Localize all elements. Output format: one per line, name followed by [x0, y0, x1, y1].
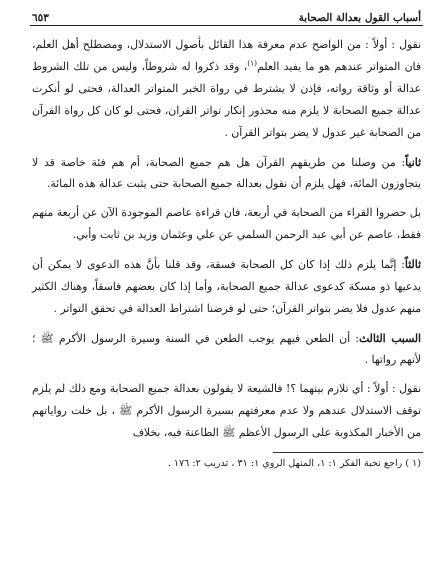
running-header [30, 6, 423, 24]
section-heading-reason-three: السبب الثالث [358, 332, 421, 345]
paragraph-1-text-after: ، وقد ذكروا له شروطاً، وليس من تلك الشروط عدالة أو وثاقة رواته، فإذن لا يشترط في رواة الخبر المتواتر العدالة، فحتى لو أنكرت عدالة جميع الصحابة لا يلزم منه محذور إنكار تواتر القران، فحتى لو كان كل رواة القرآن من الصحابة غير عدول لا يضر بتواتر القرآن . [32, 60, 421, 139]
paragraph-4-text: : إنَّما يلزم ذلك إذا كان كل الصحابة فسقة، وقد قلنا بأنَّ هذه الدعوى لا يمكن أن يدعيها ذو مسكة كدعوى عدالة جميع الصحابة، وأما إذا كان بعضهم فاسقاً، وهناك الكثير منهم عدول فلا يضر بتواتر القرآن؛ حتى لو فرضنا اشتراط العدالة في تحقق التواتر . [32, 258, 421, 315]
paragraph-4-lead: ثالثاً [404, 258, 421, 271]
paragraph-6 [30, 378, 423, 444]
paragraph-5-text: : أن الطعن فيهم يوجب الطعن في السنة وسيرة الرسول الأكرم ﷺ ؛ لأنهم رواتها . [32, 332, 421, 366]
footnote: (١ ) راجع نخبة الفكر ١: ١، المنهل الروي ١: ٣١ ، تدريب ٢: ١٧٦ . [167, 458, 421, 469]
page-number: ٦٥٣ [32, 12, 49, 24]
paragraph-2-lead: ثانياً [405, 156, 421, 169]
paragraph-5 [30, 328, 423, 370]
paragraph-1 [30, 34, 423, 144]
paragraph-3 [30, 202, 423, 246]
footnote-rule [273, 452, 423, 453]
paragraph-6-text: نقول : أولاً : أي تلازم بينهما ؟! فالشيعة لا يقولون بعدالة جميع الصحابة ومع ذلك لم يلزم توقف الاستدلال عندهم ولا عدم معرفتهم بسيرة الرسول الأكرم ﷺ ، بل خلت رواياتهم من الأخبار المكذوبة على الرسول الأعظم ﷺ الطاعنة فيه، بخلاف [32, 382, 421, 439]
book-page [30, 6, 423, 577]
paragraph-2 [30, 152, 423, 194]
paragraph-3-text: بل حصروا القراء من الصحابة في أربعة، فان قراءة عاصم الموجودة الآن عن أربعة منهم فقط، عاصم عن أبي عبد الرحمن السلمي عن علي وعثمان وزيد بن ثابت وأبي. [32, 206, 421, 241]
header-title: أسباب القول بعدالة الصحابة [298, 12, 421, 24]
footnote-reference[interactable]: (١) [247, 58, 258, 68]
paragraph-1-text-before: نقول : أولاً : من الواضح عدم معرفة هذا القائل بأصول الاستدلال، ومصطلح أهل العلم، فان المتواتر عندهم هو ما يفيد العلم [32, 38, 421, 73]
header-rule [30, 25, 423, 26]
paragraph-2-text: : من وصلنا من طريقهم القرآن هل هم جميع الصحابة، أم هم فئة خاصة قد لا يتجاوزون المائة، فهل يلزم أن نقول بعدالة جميع الصحابة حتى يثبت عدالة هذه المائة. [32, 156, 421, 190]
paragraph-4 [30, 254, 423, 320]
